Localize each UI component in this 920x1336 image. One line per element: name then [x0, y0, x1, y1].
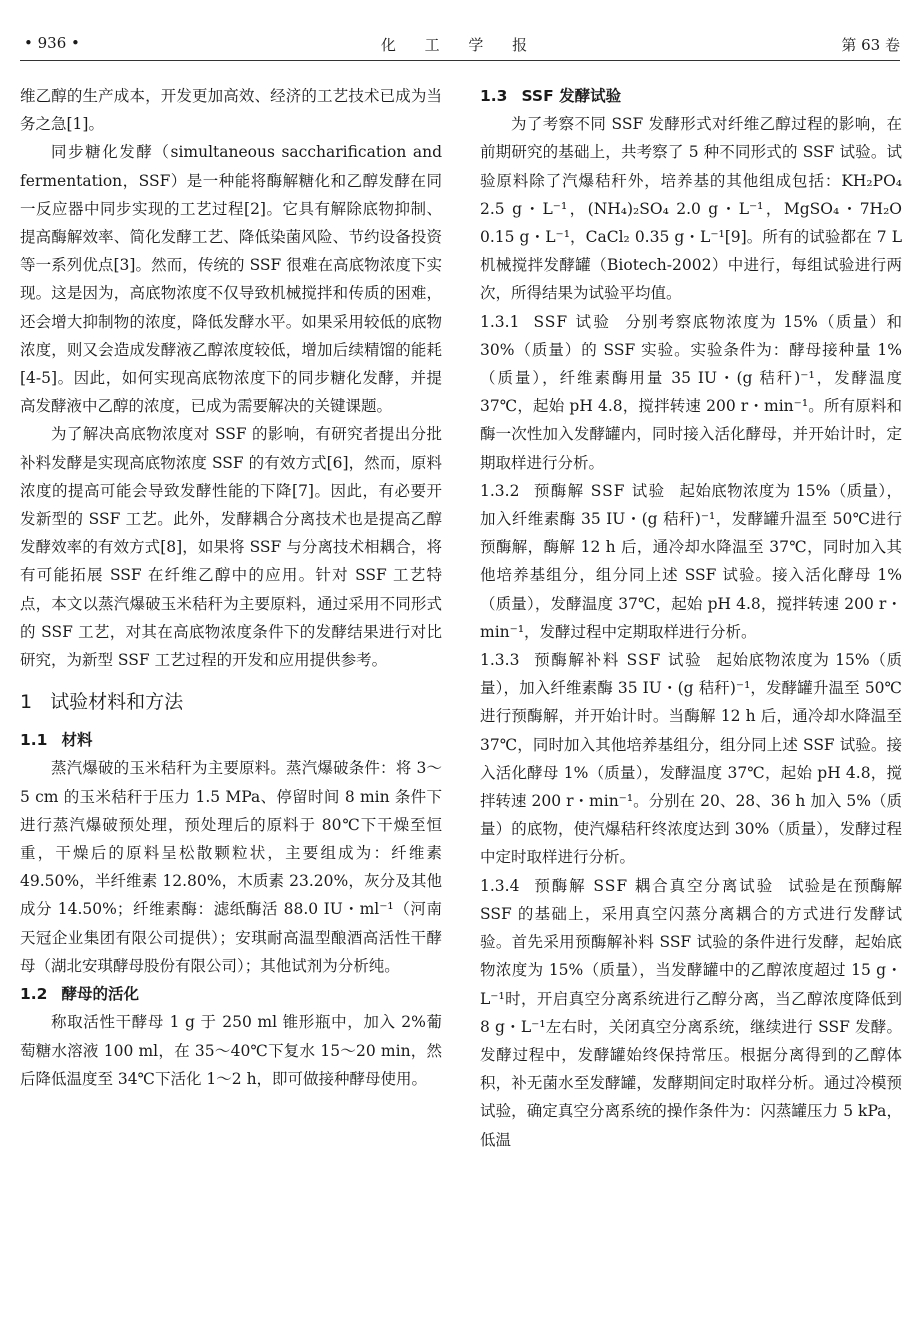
- paragraph: 试验是在预酶解 SSF 的基础上，采用真空闪蒸分离耦合的方式进行发酵试验。首先采用预酶解补料 SSF 试验的条件进行发酵，起始底物浓度为 15%（质量），当发酵罐中的乙醇浓度超过 15 g・L⁻¹时，开启真空分离系统进行乙醇分离，当乙醇浓度降低到 8 g・L⁻¹左右时，关闭真空分离系统，继续进行 SSF 发酵。发酵过程中，发酵罐始终保持常压。根据分离得到的乙醇体积，补无菌水至发酵罐，发酵期间定时取样分析。通过冷模预试验，确定真空分离系统的操作条件为：闪蒸罐压力 5 kPa，低温: [480, 876, 902, 1149]
- subsection-title: SSF 发酵试验: [521, 87, 622, 105]
- section-heading: [20, 688, 442, 716]
- subsubsection: [480, 477, 902, 646]
- paragraph: 分别考察底物浓度为 15%（质量）和 30%（质量）的 SSF 实验。实验条件为：酵母接种量 1%（质量），纤维素酶用量 35 IU・(g 秸秆)⁻¹，发酵温度 37℃，起始 pH 4.8，搅拌转速 200 r・min⁻¹。所有原料和酶一次性加入发酵罐内，同时接入活化酵母，并开始计时，定期取样进行分析。: [480, 312, 902, 472]
- subsubsection-title: 预酶解 SSF 试验: [533, 481, 666, 500]
- subsection-title: 酵母的活化: [61, 985, 139, 1004]
- subsection-number: 1.2: [20, 985, 48, 1004]
- paragraph: 蒸汽爆破的玉米秸秆为主要原料。蒸汽爆破条件：将 3～5 cm 的玉米秸秆于压力 1.5 MPa、停留时间 8 min 条件下进行蒸汽爆破预处理，预处理后的原料于 80℃下干燥至恒重，干燥后的原料呈松散颗粒状，主要组成为：纤维素 49.50%，半纤维素 12.80%，木质素 23.20%，灰分及其他成分 14.50%；纤维素酶：滤纸酶活 88.0 IU・ml⁻¹（河南天冠企业集团有限公司提供）；安琪耐高温型酿酒高活性干酵母（湖北安琪酵母股份有限公司）；其他试剂为分析纯。: [20, 759, 442, 975]
- subsection-number: 1.1: [20, 731, 48, 750]
- subsection-number: 1.3: [480, 87, 508, 105]
- paragraph: 为了解决高底物浓度对 SSF 的影响，有研究者提出分批补料发酵是实现高底物浓度 SSF 的有效方式[6]，然而，原料浓度的提高可能会导致发酵性能的下降[7]。因此，有必要开发新型的 SSF 工艺。此外，发酵耦合分离技术也是提高乙醇发酵效率的有效方式[8]，如果将 SSF 与分离技术相耦合，将有可能拓展 SSF 在纤维乙醇中的应用。针对 SSF 工艺特点，本文以蒸汽爆破玉米秸秆为主要原料，通过采用不同形式的 SSF 工艺，对其在高底物浓度条件下的发酵结果进行对比研究，为新型 SSF 工艺过程的开发和应用提供参考。: [20, 425, 442, 670]
- subsubsection-title: 预酶解 SSF 耦合真空分离试验: [533, 876, 775, 895]
- journal-name: 化 工 学 报: [380, 36, 540, 54]
- paragraph: 同步糖化发酵（simultaneous saccharification and fermentation，SSF）是一种能将酶解糖化和乙醇发酵在同一反应器中同步实现的工艺过程[2]。它具有解除底物抑制、提高酶解效率、简化发酵工艺、降低染菌风险、节约设备投资等一系列优点[3]。然而，传统的 SSF 很难在高底物浓度下实现。这是因为，高底物浓度不仅导致机械搅拌和传质的困难，还会增大抑制物的浓度，降低发酵水平。如果采用较低的底物浓度，则又会造成发酵液乙醇浓度较低，增加后续精馏的能耗[4-5]。因此，如何实现高底物浓度下的同步糖化发酵，并提高发酵液中乙醇的浓度，已成为需要解决的关键课题。: [20, 143, 442, 416]
- subsubsection: [480, 872, 902, 1154]
- section-title: 试验材料和方法: [50, 691, 184, 714]
- subsection-heading: [20, 726, 442, 754]
- page-header: [20, 34, 900, 61]
- section-number: 1: [20, 691, 33, 714]
- paragraph: 起始底物浓度为 15%（质量），加入纤维素酶 35 IU・(g 秸秆)⁻¹，发酵罐升温至 50℃进行预酶解，并开始计时。当酶解 12 h 后，通冷却水降温至 37℃，同时加入其他培养基组分，组分同上述 SSF 试验。接入活化酵母 1%（质量），发酵温度 37℃，起始 pH 4.8，搅拌转速 200 r・min⁻¹。分别在 20、28、36 h 加入 5%（质量）的底物，使汽爆秸秆终浓度达到 30%（质量），发酵过程中定时取样进行分析。: [480, 651, 902, 867]
- subsubsection-number: 1.3.3: [480, 651, 520, 670]
- subsubsection-title: 预酶解补料 SSF 试验: [533, 651, 703, 670]
- subsubsection: [480, 308, 902, 477]
- subsubsection: [480, 646, 902, 872]
- subsubsection-number: 1.3.1: [480, 312, 520, 331]
- right-column: [480, 82, 902, 1154]
- subsection-heading: [480, 82, 902, 110]
- volume-label: 第 63 卷: [841, 36, 900, 54]
- paragraph: 起始底物浓度为 15%（质量），加入纤维素酶 35 IU・(g 秸秆)⁻¹，发酵罐升温至 50℃进行预酶解，酶解 12 h 后，通冷却水降温至 37℃，同时加入其他培养基组分，组分同上述 SSF 试验。接入活化酵母 1%（质量），发酵温度 37℃，起始 pH 4.8，搅拌转速 200 r・min⁻¹，发酵过程中定期取样进行分析。: [480, 481, 902, 641]
- paragraph: 维乙醇的生产成本，开发更加高效、经济的工艺技术已成为当务之急[1]。: [20, 87, 442, 134]
- paragraph: 称取活性干酵母 1 g 于 250 ml 锥形瓶中，加入 2%葡萄糖水溶液 100 ml，在 35～40℃下复水 15～20 min，然后降低温度至 34℃下活化 1～2 h，即可做接种酵母使用。: [20, 1013, 442, 1088]
- subsubsection-number: 1.3.2: [480, 481, 520, 500]
- paragraph: 为了考察不同 SSF 发酵形式对纤维乙醇过程的影响，在前期研究的基础上，共考察了 5 种不同形式的 SSF 试验。试验原料除了汽爆秸秆外，培养基的其他组成包括：KH₂PO₄ 2.5 g・L⁻¹，(NH₄)₂SO₄ 2.0 g・L⁻¹，MgSO₄・7H₂O 0.15 g・L⁻¹，CaCl₂ 0.35 g・L⁻¹[9]。所有的试验都在 7 L 机械搅拌发酵罐（Biotech-2002）中进行，每组试验进行两次，所得结果为试验平均值。: [480, 115, 902, 303]
- subsubsection-number: 1.3.4: [480, 876, 520, 895]
- subsection-heading: [20, 980, 442, 1008]
- subsection-title: 材料: [61, 731, 93, 750]
- left-column: [20, 82, 442, 1093]
- subsubsection-title: SSF 试验: [533, 312, 612, 331]
- page-number: • 936 •: [24, 34, 80, 52]
